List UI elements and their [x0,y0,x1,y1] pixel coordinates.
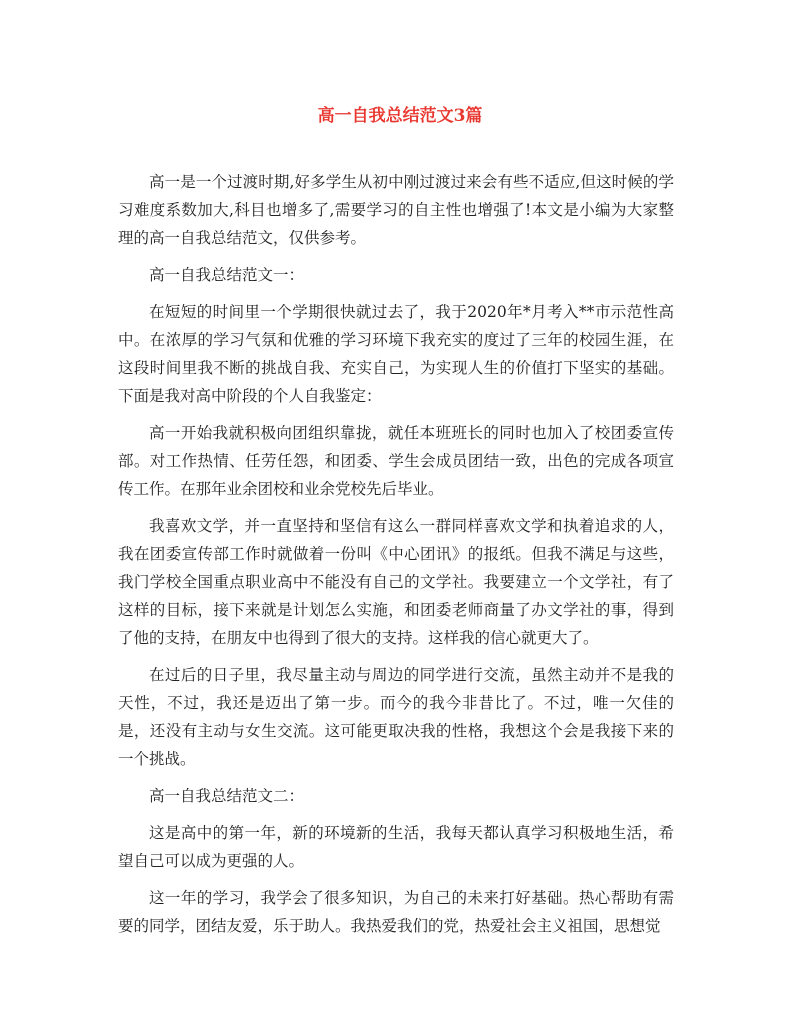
body-paragraph: 这是高中的第一年，新的环境新的生活，我每天都认真学习积极地生活，希望自己可以成为更强的人。 [118,824,674,870]
body-paragraph: 在短短的时间里一个学期很快就过去了，我于2020年*月考入**市示范性高中。在浓厚的学习气氛和优雅的学习环境下我充实的度过了三年的校园生涯，在这段时间里我不断的挑战自我、充实自己，为实现人生的价值打下坚实的基础。下面是我对高中阶段的个人自我鉴定： [118,303,674,405]
section-heading-one: 高一自我总结范文一： [149,266,305,284]
intro-paragraph: 高一是一个过渡时期,好多学生从初中刚过渡过来会有些不适应,但这时候的学习难度系数加大,科目也增多了,需要学习的自主性也增强了!本文是小编为大家整理的高一自我总结范文，仅供参考。 [118,173,674,247]
body-paragraph: 高一开始我就积极向团组织靠拢，就任本班班长的同时也加入了校团委宣传部。对工作热情、任劳任怨，和团委、学生会成员团结一致，出色的完成各项宣传工作。在那年业余团校和业余党校先后毕业。 [118,424,674,498]
document-body [118,168,674,949]
section-heading-two: 高一自我总结范文二： [149,787,305,805]
document-title: 高一自我总结范文3篇 [317,106,483,126]
body-paragraph: 在过后的日子里，我尽量主动与周边的同学进行交流，虽然主动并不是我的天性，不过，我还是迈出了第一步。而今的我今非昔比了。不过，唯一欠佳的是，还没有主动与女生交流。这可能更取决我的性格，我想这个会是我接下来的一个挑战。 [118,666,674,768]
body-paragraph: 我喜欢文学，并一直坚持和坚信有这么一群同样喜欢文学和执着追求的人，我在团委宣传部工作时就做着一份叫《中心团讯》的报纸。但我不满足与这些，我门学校全国重点职业高中不能没有自己的文学社。我要建立一个文学社，有了这样的目标，接下来就是计划怎么实施，和团委老师商量了办文学社的事，得到了他的支持，在朋友中也得到了很大的支持。这样我的信心就更大了。 [118,517,674,647]
body-paragraph: 这一年的学习，我学会了很多知识，为自己的未来打好基础。热心帮助有需要的同学，团结友爱，乐于助人。我热爱我们的党，热爱社会主义祖国，思想觉 [118,889,674,935]
